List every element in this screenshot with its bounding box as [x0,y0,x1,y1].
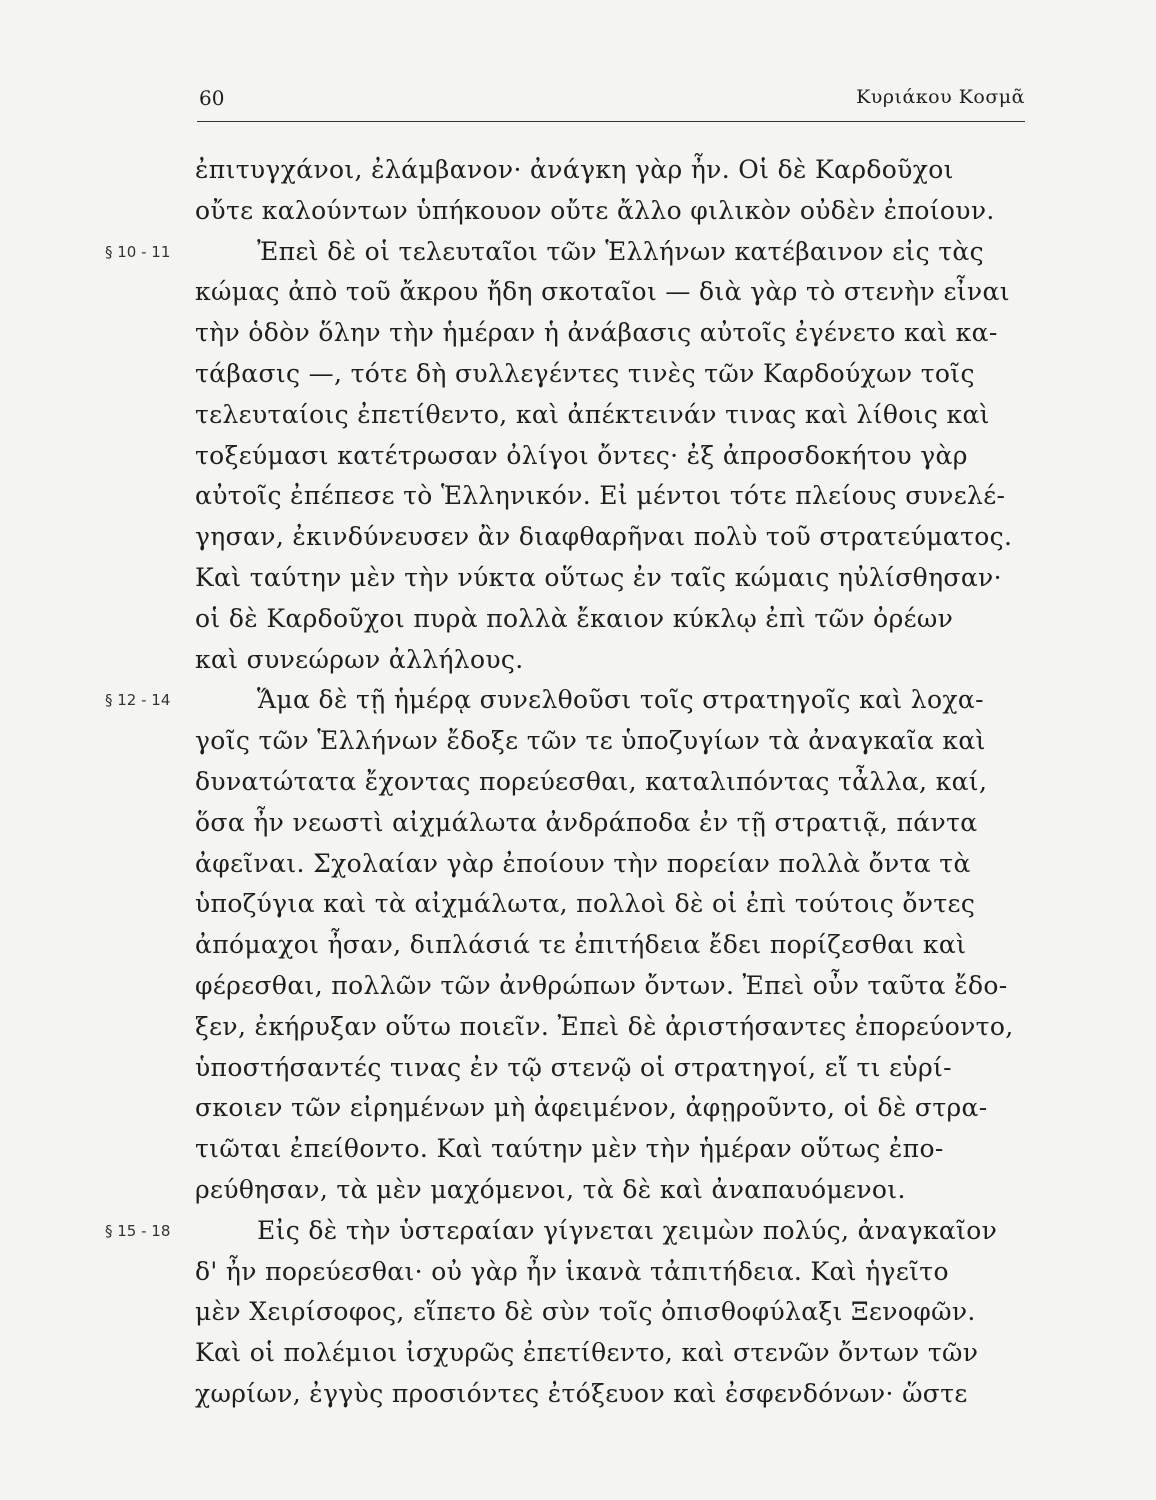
text-line: δυνατώτατα ἔχοντας πορεύεσθαι, καταλιπόντας τἆλλα, καί, [195,766,988,796]
running-head: Κυριάκου Κοσμᾶ [856,86,1025,108]
text-line: γησαν, ἐκινδύνευσεν ἂν διαφθαρῆναι πολὺ τοῦ στρατεύματος. [195,522,1013,552]
page-number: 60 [199,86,225,110]
text-line: φέρεσθαι, πολλῶν τῶν ἀνθρώπων ὄντων. Ἐπεὶ οὖν ταῦτα ἔδο- [195,970,1008,1000]
text-line: οὔτε καλούντων ὑπήκουον οὔτε ἄλλο φιλικὸν οὐδὲν ἐποίουν. [195,195,995,225]
text-line: καὶ συνεώρων ἀλλήλους. [195,644,524,674]
text-line: αὐτοῖς ἐπέπεσε τὸ Ἑλληνικόν. Εἰ μέντοι τότε πλείους συνελέ- [195,481,1006,511]
text-line-content: Ἐπεὶ δὲ οἱ τελευταῖοι τῶν Ἑλλήνων κατέβαινον εἰς τὰς [257,236,984,266]
header-rule [197,121,1025,122]
text-line: γοῖς τῶν Ἑλλήνων ἔδοξε τῶν τε ὑποζυγίων τὰ ἀναγκαῖα καὶ [195,726,986,756]
text-line: Καὶ οἱ πολέμιοι ἰσχυρῶς ἐπετίθεντο, καὶ στενῶν ὄντων τῶν [195,1338,979,1368]
text-line: ἀφεῖναι. Σχολαίαν γὰρ ἐποίουν τὴν πορείαν πολλὰ ὄντα τὰ [195,848,971,878]
page-header [195,86,1025,116]
section-marker: § 10 - 11 [105,242,171,261]
section-marker: § 15 - 18 [105,1221,171,1240]
text-line: κώμας ἀπὸ τοῦ ἄκρου ἤδη σκοταῖοι — διὰ γὰρ τὸ στενὴν εἶναι [195,277,1010,307]
text-line: ὑποστήσαντές τινας ἐν τῷ στενῷ οἱ στρατηγοί, εἴ τι εὑρί- [195,1052,952,1082]
text-line: ρεύθησαν, τὰ μὲν μαχόμενοι, τὰ δὲ καὶ ἀναπαυόμενοι. [195,1174,906,1204]
text-line: τὴν ὁδὸν ὅλην τὴν ἡμέραν ἡ ἀνάβασις αὐτοῖς ἐγένετο καὶ κα- [195,318,998,348]
text-line: ὅσα ἦν νεωστὶ αἰχμάλωτα ἀνδράποδα ἐν τῇ στρατιᾷ, πάντα [195,807,978,837]
paragraph-start-line [105,232,1035,273]
text-line-content: Εἰς δὲ τὴν ὑστεραίαν γίγνεται χειμὼν πολύς, ἀναγκαῖον [257,1215,998,1245]
text-line: τάβασις —, τότε δὴ συλλεγέντες τινὲς τῶν Καρδούχων τοῖς [195,358,975,388]
paragraph-start-line [105,680,1035,721]
section-marker: § 12 - 14 [105,691,171,710]
text-line: ὑποζύγια καὶ τὰ αἰχμάλωτα, πολλοὶ δὲ οἱ ἐπὶ τούτοις ὄντες [195,889,976,919]
text-line: μὲν Χειρίσοφος, εἵπετο δὲ σὺν τοῖς ὀπισθοφύλαξι Ξενοφῶν. [195,1297,976,1327]
text-line: οἱ δὲ Καρδοῦχοι πυρὰ πολλὰ ἔκαιον κύκλῳ ἐπὶ τῶν ὀρέων [195,603,954,633]
text-line: χωρίων, ἐγγὺς προσιόντες ἐτόξευον καὶ ἐσφενδόνων· ὥστε [195,1378,968,1408]
body-text [105,150,1035,1415]
text-line: δ' ἦν πορεύεσθαι· οὐ γὰρ ἦν ἱκανὰ τἀπιτήδεια. Καὶ ἡγεῖτο [195,1256,949,1286]
text-line: τελευταίοις ἐπετίθεντο, καὶ ἀπέκτεινάν τινας καὶ λίθοις καὶ [195,399,990,429]
text-line: Καὶ ταύτην μὲν τὴν νύκτα οὕτως ἐν ταῖς κώμαις ηὐλίσθησαν· [195,562,1002,592]
text-line: ἀπόμαχοι ἦσαν, διπλάσιά τε ἐπιτήδεια ἔδει πορίζεσθαι καὶ [195,930,967,960]
text-line: σκοιεν τῶν εἰρημένων μὴ ἀφειμένον, ἀφῃροῦντο, οἱ δὲ στρα- [195,1093,988,1123]
text-line: ξεν, ἐκήρυξαν οὕτω ποιεῖν. Ἐπεὶ δὲ ἀριστήσαντες ἐπορεύοντο, [195,1011,1014,1041]
text-line: ἐπιτυγχάνοι, ἐλάμβανον· ἀνάγκη γὰρ ἦν. Οἱ δὲ Καρδοῦχοι [195,155,954,184]
text-line: τιῶται ἐπείθοντο. Καὶ ταύτην μὲν τὴν ἡμέραν οὕτως ἐπο- [195,1134,944,1164]
paragraph-start-line [105,1211,1035,1252]
text-line-content: Ἅμα δὲ τῇ ἡμέρᾳ συνελθοῦσι τοῖς στρατηγοῖς καὶ λοχα- [257,685,984,715]
text-line: τοξεύμασι κατέτρωσαν ὀλίγοι ὄντες· ἐξ ἀπροσδοκήτου γὰρ [195,440,968,470]
